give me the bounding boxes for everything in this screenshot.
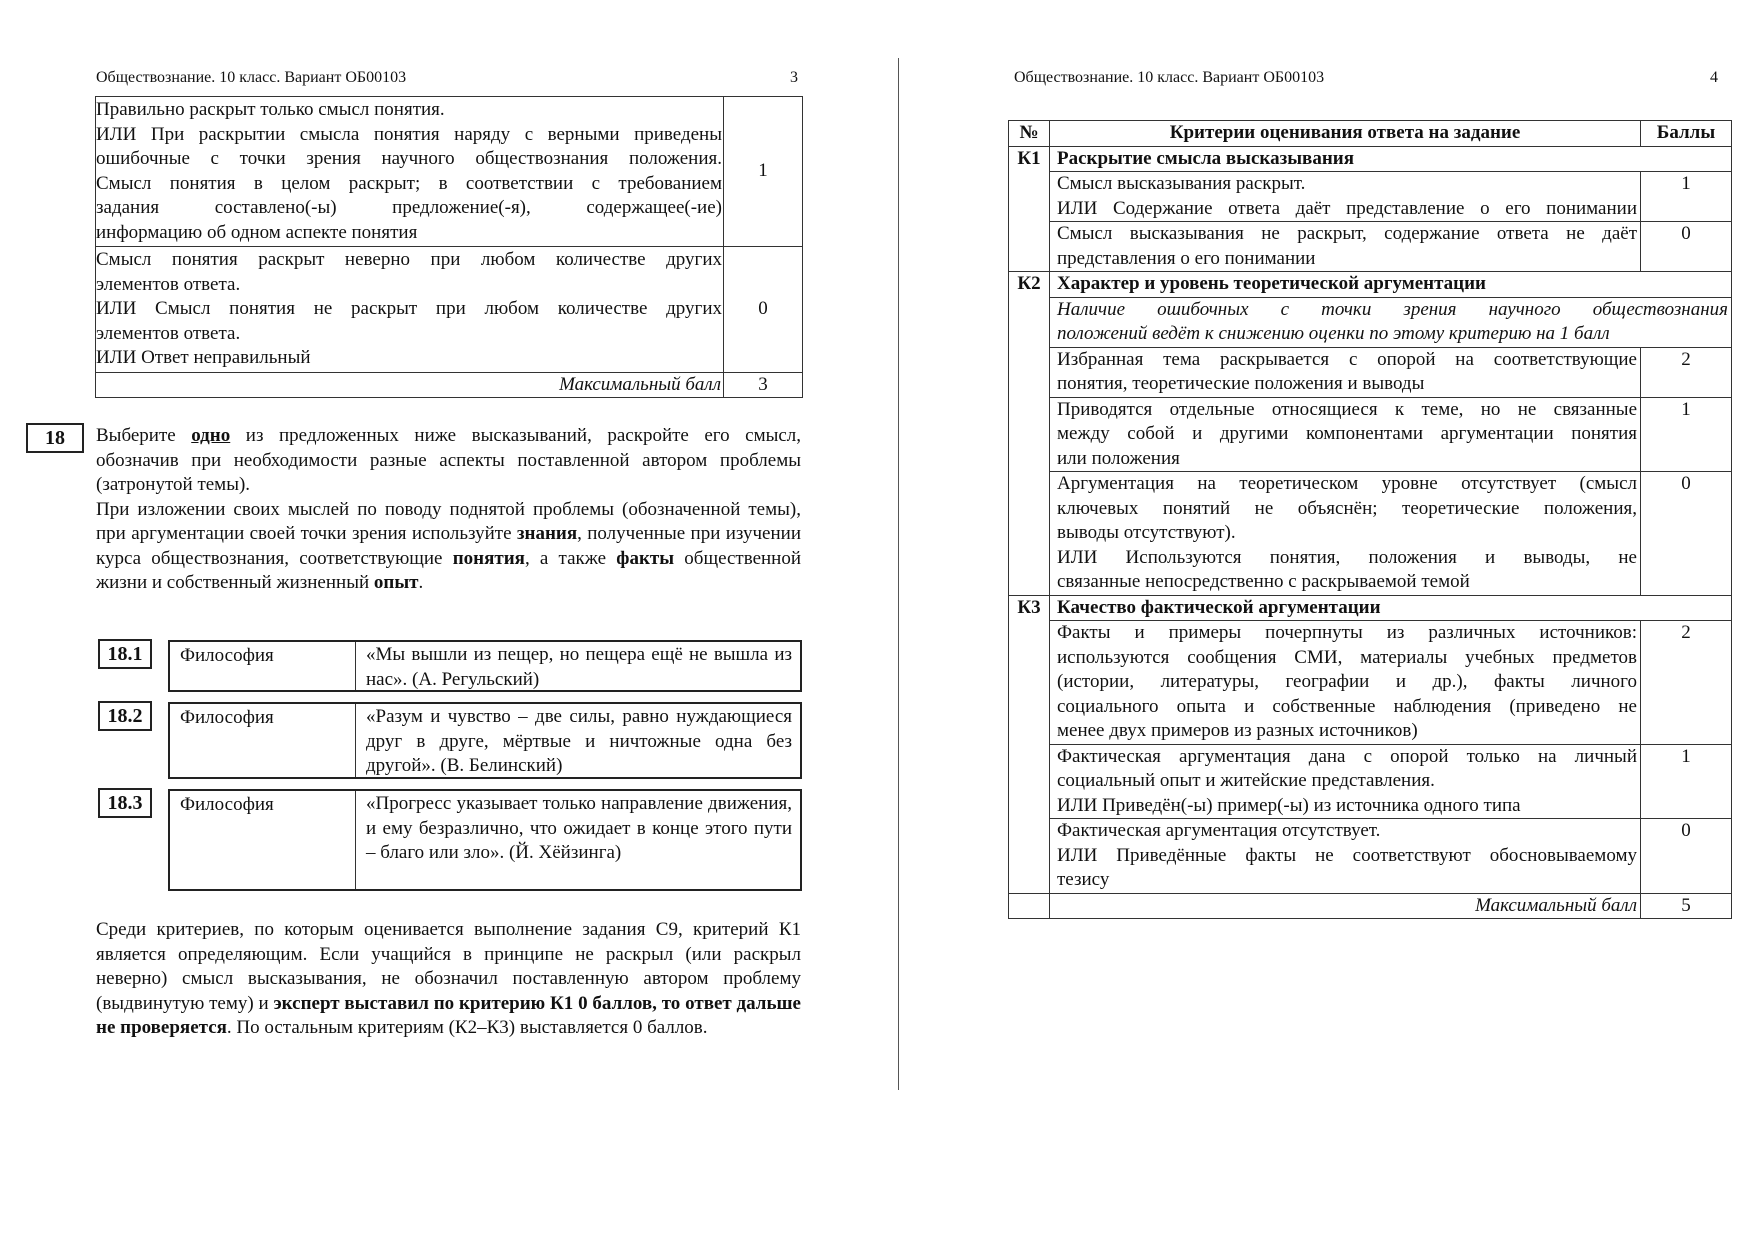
criterion-text [1050,472,1641,596]
text-line: используются сообщения СМИ, материалы учебных предметов [1057,646,1637,668]
option-number-18-3: 18.3 [98,788,152,818]
text-line: задания составлено(-ы) предложение(-я), содержащее(-ие) [96,197,722,218]
criteria-max-value: 5 [1641,893,1732,919]
task-intro: Выберите [96,425,176,446]
option-box-18-1 [168,640,802,692]
text-line: Аргументация на теоретическом уровне отсутствует (смысл [1057,473,1637,494]
max-score-label: Максимальный балл [96,372,724,398]
text-line: Фактическая аргументация дана с опорой только на личный [1057,745,1637,767]
page-number-right: 4 [1710,69,1718,86]
text-line: ИЛИ Используются понятия, положения и выводы, не [1057,546,1637,568]
k1-title-row [1009,146,1732,172]
score-row-1-points: 1 [724,97,803,247]
page-number-left: 3 [790,69,798,86]
task-intro-rest: из предложенных ниже высказываний, раскройте его смысл, обозначив при необходимости разные аспекты поставленной автором проблемы (затронутой темы). [96,425,802,495]
score-row-2 [96,247,803,373]
task-para: , полученные при изучении курса обществознания, соответствующие [96,523,801,569]
criterion-points: 1 [1641,744,1732,819]
text-line: ИЛИ Приведённые факты не соответствуют обосновываемому [1057,844,1637,866]
text-line: элементов ответа. [96,273,241,295]
criterion-text [1050,621,1641,745]
text-line: Правильно раскрыт только смысл понятия. [96,99,445,120]
option-number-18-2: 18.2 [98,701,152,731]
task-para-bold: знания [516,523,578,544]
score-row-1-text [96,97,724,247]
note-bold: эксперт выставил по критерию К1 0 баллов, то ответ дальше не проверяется [96,992,801,1038]
col-header-points: Баллы [1641,121,1732,147]
text-line: ключевых понятий не объяснён; теоретические положения, [1057,497,1637,519]
text-line: между собой и другими компонентами аргументации понятия [1057,423,1637,444]
text-line: понятия, теоретические положения и выводы [1057,373,1425,394]
text-line: Приводятся отдельные относящиеся к теме, но не связанные [1057,398,1637,420]
task-para: , а также [524,547,607,569]
criterion-points: 2 [1641,621,1732,745]
criteria-table [1008,120,1732,919]
note-text: Среди критериев, по которым оценивается выполнение задания С9, критерий К1 является определяющим. Если учащийся в принципе не раскрыл (или раскрыл неверно) смысл высказывания, не обозначил поставленную автором проблему (выдвинутую тему) и [96,919,801,1014]
task-intro-emphasis: одно [191,425,231,446]
text-line: ИЛИ Смысл понятия не раскрыт при любом количестве других [96,298,722,319]
text-line: положений ведёт к снижению оценки по этому критерию на 1 балл [1057,323,1610,344]
score-row-1 [96,97,803,247]
text-line: ИЛИ Содержание ответа даёт представление о его понимании [1057,197,1637,219]
task-para: При изложении своих мыслей по поводу поднятой проблемы (обозначенной темы), при аргументации своей точки зрения используйте [96,498,801,544]
max-score-value: 3 [724,372,803,398]
k1-code: К1 [1009,146,1050,272]
criterion-text [1050,347,1641,397]
task-number: 18 [26,423,84,453]
text-line: социального опыта и собственные наблюдения (приведено не [1057,695,1637,717]
text-line: менее двух примеров из разных источников) [1057,720,1418,741]
task-text [96,424,801,596]
criterion-points: 0 [1641,819,1732,894]
k3-item-1 [1009,621,1732,745]
col-header-criteria: Критерии оценивания ответа на задание [1050,121,1641,147]
text-line: Смысл понятия в целом раскрыт; в соответствии с требованием [96,172,722,194]
k3-item-2 [1009,744,1732,819]
text-line: информацию об одном аспекте понятия [96,221,418,243]
criterion-points: 0 [1641,222,1732,272]
text-line: (истории, литературы, географии и др.), факты личного [1057,671,1637,692]
k2-title: Характер и уровень теоретической аргументации [1050,272,1732,298]
text-line: связанные непосредственно с раскрываемой темой [1057,571,1470,592]
criteria-note [96,918,801,1041]
task-para: . [418,572,424,593]
option-topic: Философия [170,642,356,690]
option-quote: «Мы вышли из пещер, но пещера ещё не вышла из нас». (А. Регульский) [366,644,792,690]
text-line: Смысл высказывания раскрыт. [1057,173,1306,194]
option-box-18-2 [168,702,802,779]
text-line: элементов ответа. [96,322,241,344]
k2-item-2 [1009,397,1732,472]
k2-item-3 [1009,472,1732,596]
k2-title-row [1009,272,1732,298]
score-row-2-text [96,247,724,373]
k3-item-3 [1009,819,1732,894]
text-line: или положения [1057,447,1180,469]
col-header-no: № [1009,121,1050,147]
criterion-text [1050,744,1641,819]
option-topic: Философия [170,791,356,889]
k1-item-2 [1009,222,1732,272]
option-box-18-3 [168,789,802,891]
criterion-text [1050,397,1641,472]
k2-code: К2 [1009,272,1050,596]
score-table [95,96,803,398]
k1-item-1 [1009,172,1732,222]
k2-note-row [1009,297,1732,347]
text-line: ошибочные с точки зрения научного обществознания положения. [96,148,722,169]
criterion-text [1050,172,1641,222]
text-line: представления о его понимании [1057,247,1316,269]
criterion-points: 2 [1641,347,1732,397]
task-para-bold: опыт [373,572,419,593]
text-line: выводы отсутствуют). [1057,522,1236,543]
text-line: социальный опыт и житейские представления. [1057,770,1435,791]
criteria-header-row [1009,121,1732,147]
text-line: тезису [1057,869,1110,890]
text-line: ИЛИ Ответ неправильный [96,347,311,368]
empty-cell [1009,893,1050,919]
criterion-points: 1 [1641,172,1732,222]
score-max-row [96,372,803,398]
text-line: Фактическая аргументация отсутствует. [1057,820,1381,841]
task-para: общественной жизни и собственный жизненный [96,547,802,593]
task-para-bold: факты [616,547,675,569]
text-line: ИЛИ Приведён(-ы) пример(-ы) из источника одного типа [1057,794,1521,816]
task-para-bold: понятия [452,547,525,569]
criteria-max-row [1009,893,1732,919]
criterion-points: 1 [1641,397,1732,472]
k3-title: Качество фактической аргументации [1050,595,1732,621]
criterion-text [1050,222,1641,272]
text-line: Избранная тема раскрывается с опорой на соответствующие [1057,348,1637,370]
option-topic: Философия [170,704,356,777]
text-line: Наличие ошибочных с точки зрения научного обществознания [1057,298,1728,320]
option-quote: «Разум и чувство – две силы, равно нуждающиеся друг в друге, мёртвые и ничтожные одна без другой». (В. Белинский) [366,706,792,776]
text-line: Смысл высказывания не раскрыт, содержание ответа не даёт [1057,223,1637,244]
option-quote: «Прогресс указывает только направление движения, и ему безразлично, что ожидает в конце этого пути – благо или зло». (Й. Хёйзинга) [366,793,792,863]
score-row-2-points: 0 [724,247,803,373]
criteria-max-label: Максимальный балл [1050,893,1641,919]
text-line: Смысл понятия раскрыт неверно при любом количестве других [96,249,722,270]
option-number-18-1: 18.1 [98,639,152,669]
k3-code: К3 [1009,595,1050,893]
text-line: Факты и примеры почерпнуты из различных источников: [1057,622,1637,643]
criterion-points: 0 [1641,472,1732,596]
page-header-left: Обществознание. 10 класс. Вариант ОБ00103 [96,69,407,86]
note-text: . По остальным критериям (К2–К3) выставляется 0 баллов. [226,1017,708,1038]
k2-note [1050,297,1732,347]
k1-title: Раскрытие смысла высказывания [1050,146,1732,172]
page-header-right: Обществознание. 10 класс. Вариант ОБ00103 [1014,69,1325,86]
k2-item-1 [1009,347,1732,397]
page-divider [898,58,899,1090]
criterion-text [1050,819,1641,894]
k3-title-row [1009,595,1732,621]
text-line: ИЛИ При раскрытии смысла понятия наряду с верными приведены [96,123,722,145]
